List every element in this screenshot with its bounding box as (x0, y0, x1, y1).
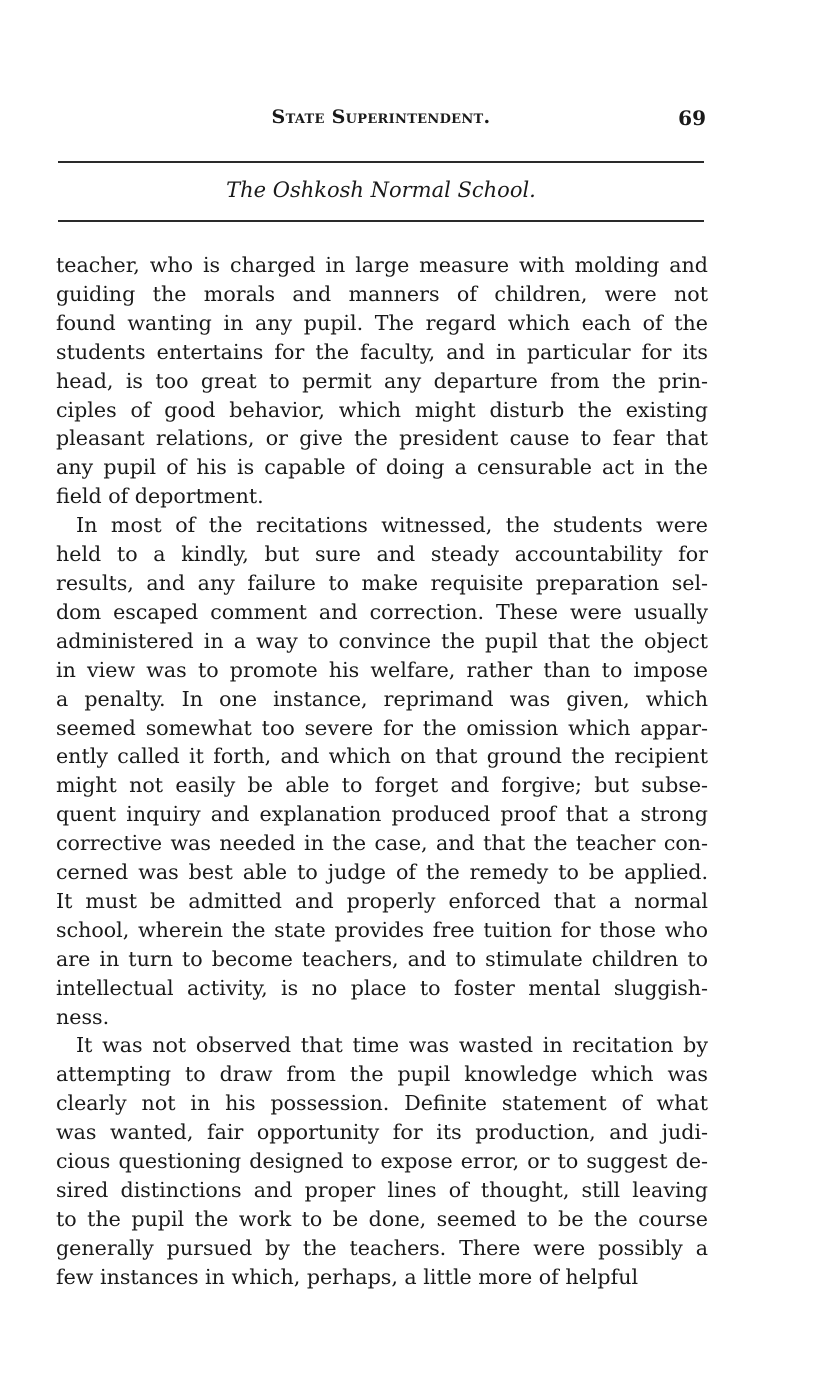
text-line: dom escaped comment and correction. These were usually (56, 599, 708, 624)
text-line: guiding the morals and manners of children, were not (56, 281, 708, 306)
text-line: attempting to draw from the pupil knowledge which was (56, 1062, 708, 1087)
running-header (56, 106, 706, 136)
section-title: The Oshkosh Normal School. (226, 178, 536, 202)
text-line: generally pursued by the teachers. There were possibly a (56, 1235, 708, 1260)
text-line: any pupil of his is capable of doing a censurable act in the (56, 455, 708, 480)
text-line: ciples of good behavior, which might disturb the existing (56, 397, 708, 422)
text-line: ently called it forth, and which on that ground the recipient (56, 744, 708, 769)
text-line: administered in a way to convince the pupil that the object (56, 628, 708, 653)
running-title: State Superintendent. (271, 106, 491, 128)
text-line: a penalty. In one instance, reprimand was given, which (56, 686, 708, 711)
text-line: intellectual activity, is no place to foster mental sluggish- (56, 975, 708, 1000)
text-line: field of deportment. (56, 484, 264, 509)
text-line: are in turn to become teachers, and to stimulate children to (56, 946, 708, 971)
text-line: school, wherein the state provides free tuition for those who (56, 917, 708, 942)
text-line: found wanting in any pupil. The regard which each of the (56, 310, 708, 335)
text-line: students entertains for the faculty, and in particular for its (56, 339, 708, 364)
paragraph (56, 1031, 708, 1291)
text-line: ness. (56, 1004, 110, 1029)
text-line: was wanted, fair opportunity for its production, and judi- (56, 1120, 708, 1145)
text-line: results, and any failure to make requisite preparation sel- (56, 570, 708, 595)
paragraph (56, 251, 708, 511)
text-line: head, is too great to permit any departure from the prin- (56, 368, 708, 393)
paragraph (56, 511, 708, 1031)
text-line: cious questioning designed to expose error, or to suggest de- (56, 1149, 708, 1174)
text-line: It must be admitted and properly enforced that a normal (56, 888, 708, 913)
text-line: teacher, who is charged in large measure with molding and (56, 253, 708, 277)
text-line: seemed somewhat too severe for the omission which appar- (56, 715, 708, 740)
body-text (56, 251, 708, 1292)
text-line: corrective was needed in the case, and that the teacher con- (56, 831, 708, 856)
text-line: quent inquiry and explanation produced proof that a strong (56, 802, 708, 827)
text-line: clearly not in his possession. Definite statement of what (56, 1091, 708, 1116)
header-rule-bottom (58, 220, 704, 222)
text-line: might not easily be able to forget and forgive; but subse- (56, 773, 708, 798)
text-line: sired distinctions and proper lines of thought, still leaving (56, 1178, 708, 1202)
text-line: It was not observed that time was wasted in recitation by (76, 1033, 708, 1058)
text-line: in view was to promote his welfare, rather than to impose (56, 657, 708, 682)
text-line: pleasant relations, or give the president cause to fear that (56, 426, 708, 451)
header-rule-top (58, 161, 704, 163)
text-line: cerned was best able to judge of the remedy to be applied. (56, 860, 708, 885)
text-line: to the pupil the work to be done, seemed to be the course (56, 1206, 708, 1231)
text-line: held to a kindly, but sure and steady accountability for (56, 542, 708, 567)
page-number: 69 (678, 106, 706, 130)
text-line: In most of the recitations witnessed, the students were (76, 513, 708, 538)
text-line: few instances in which, perhaps, a little more of helpful (56, 1264, 639, 1289)
